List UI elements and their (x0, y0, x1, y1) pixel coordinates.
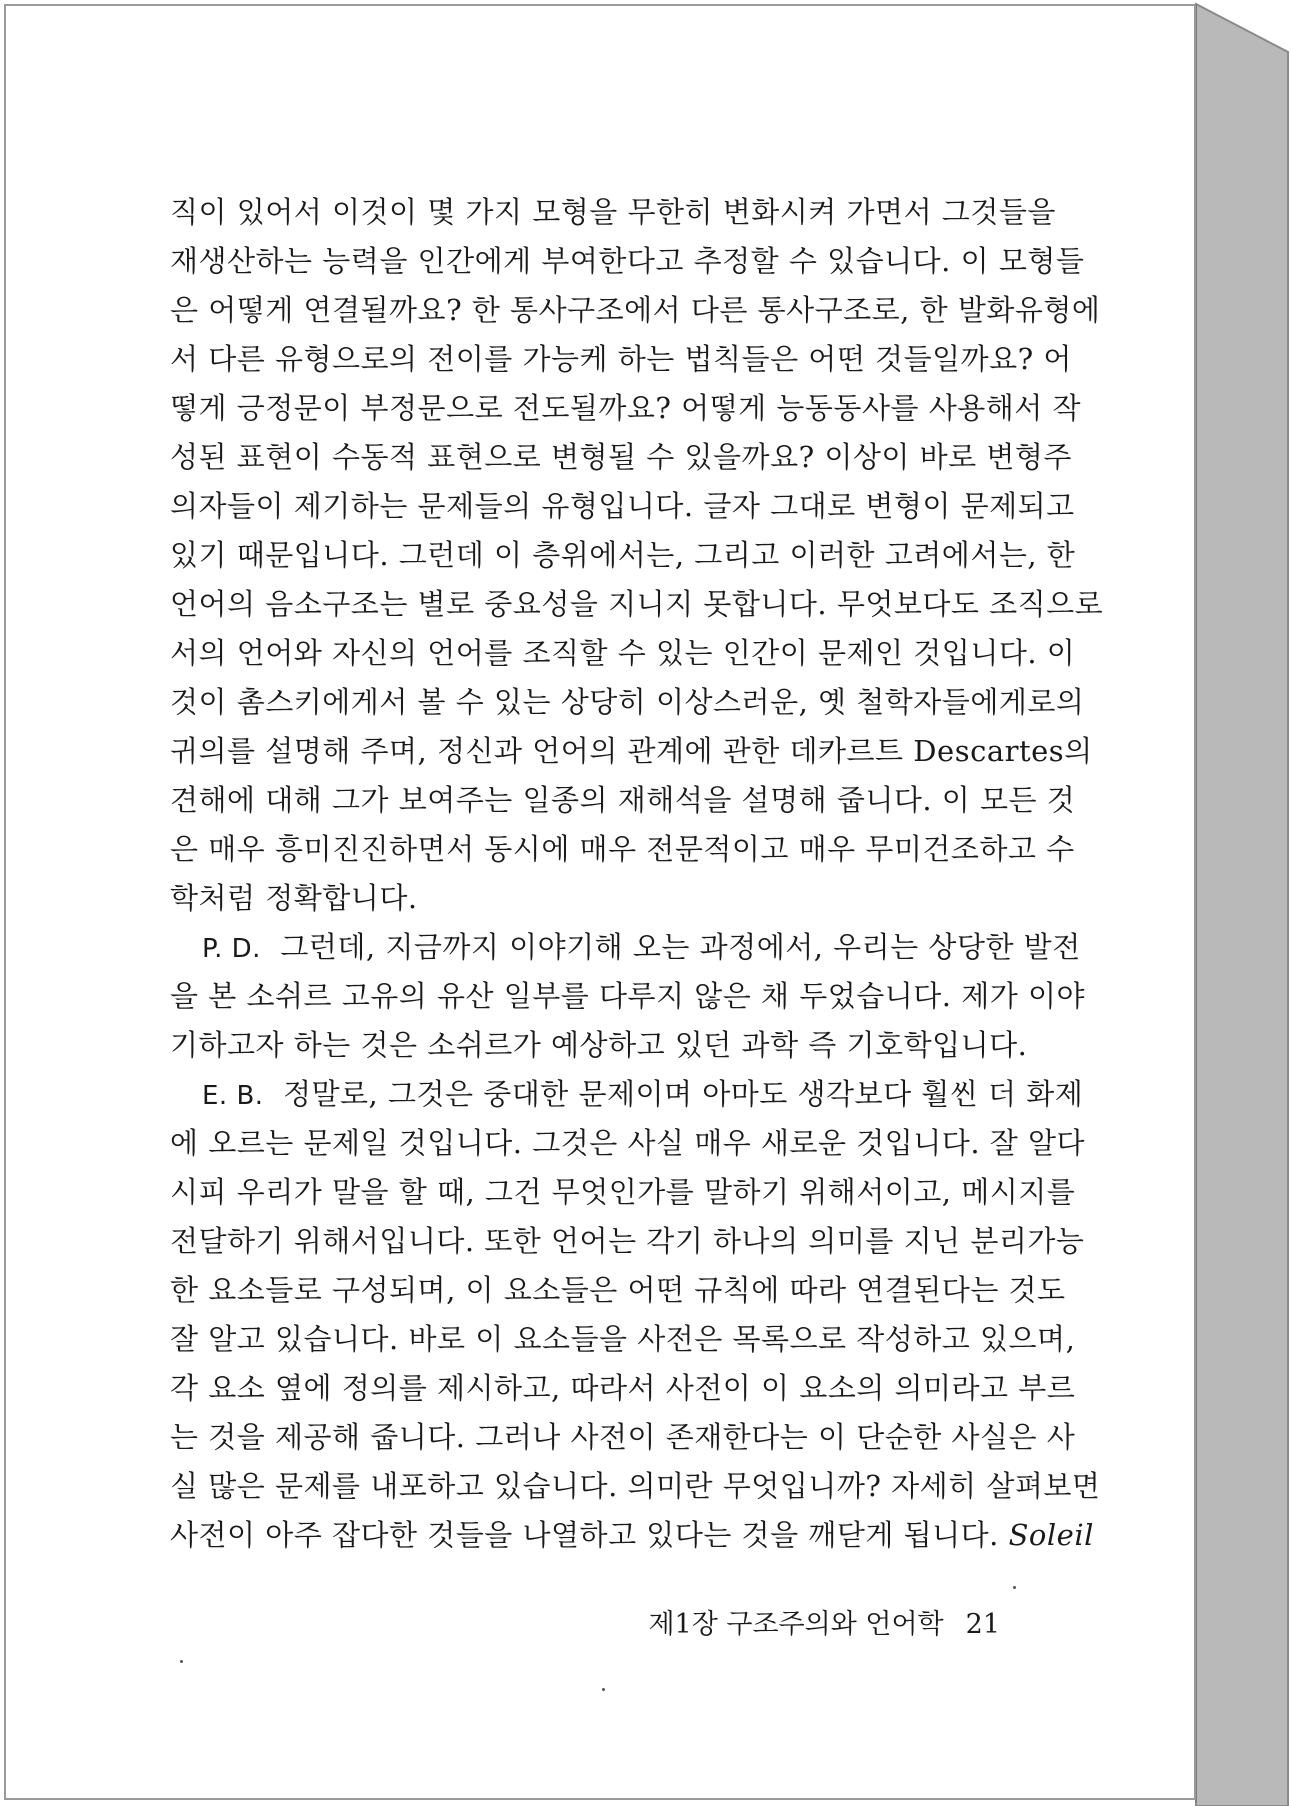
text-line: 언어의 음소구조는 별로 중요성을 지니지 못합니다. 무엇보다도 조직으로 (170, 587, 1104, 621)
text-line: 을 본 소쉬르 고유의 유산 일부를 다루지 않은 채 두었습니다. 제가 이야 (170, 979, 1086, 1013)
text-line: 견해에 대해 그가 보여주는 일종의 재해석을 설명해 줍니다. 이 모든 것 (170, 783, 1076, 817)
text-line: 것이 촘스키에게서 볼 수 있는 상당히 이상스러운, 옛 철학자들에게로의 (170, 685, 1085, 719)
text-line: 귀의를 설명해 주며, 정신과 언어의 관계에 관한 데카르트 Descartes의 (170, 734, 1093, 768)
chapter-title: 제1장 구조주의와 언어학 (648, 1609, 944, 1640)
text-line: 는 것을 제공해 줍니다. 그러나 사전이 존재한다는 이 단순한 사실은 사 (170, 1420, 1076, 1454)
text-line: 한 요소들로 구성되며, 이 요소들은 어떤 규칙에 따라 연결된다는 것도 (170, 1273, 1066, 1307)
text-line: 직이 있어서 이것이 몇 가지 모형을 무한히 변화시켜 가면서 그것들을 (170, 195, 1056, 229)
text-line: 은 어떻게 연결될까요? 한 통사구조에서 다른 통사구조로, 한 발화유형에 (170, 293, 1101, 327)
scan-speck (1013, 1586, 1016, 1589)
text-line: 성된 표현이 수동적 표현으로 변형될 수 있을까요? 이상이 바로 변형주 (170, 440, 1072, 474)
text-line: 있기 때문입니다. 그런데 이 층위에서는, 그리고 이러한 고려에서는, 한 (170, 538, 1076, 572)
text-line-final (170, 1511, 1094, 1560)
dialogue-text: 정말로, 그것은 중대한 문제이며 아마도 생각보다 훨씬 더 화제 (283, 1077, 1084, 1111)
text-line: 전달하기 위해서입니다. 또한 언어는 각기 하나의 의미를 지닌 분리가능 (170, 1224, 1085, 1258)
speaker-label-eb: E. B. (202, 1081, 264, 1111)
dialogue-line-eb (170, 1070, 1084, 1119)
body-text (170, 188, 1104, 1560)
page-footer (640, 1602, 1000, 1641)
text-line: 서 다른 유형으로의 전이를 가능케 하는 법칙들은 어떤 것들일까요? 어 (170, 342, 1072, 376)
scan-speck (180, 1660, 183, 1663)
text-line: 학처럼 정확합니다. (170, 881, 418, 915)
text-line: 서의 언어와 자신의 언어를 조직할 수 있는 인간이 문제인 것입니다. 이 (170, 636, 1076, 670)
text-line: 에 오르는 문제일 것입니다. 그것은 사실 매우 새로운 것입니다. 잘 알다 (170, 1126, 1086, 1160)
text-line: 실 많은 문제를 내포하고 있습니다. 의미란 무엇입니까? 자세히 살펴보면 (170, 1469, 1101, 1503)
page-number: 21 (965, 1609, 1000, 1640)
text-line: 재생산하는 능력을 인간에게 부여한다고 추정할 수 있습니다. 이 모형들 (170, 244, 1085, 278)
text-line: 은 매우 흥미진진하면서 동시에 매우 전문적이고 매우 무미건조하고 수 (170, 832, 1075, 866)
text-line: 의자들이 제기하는 문제들의 유형입니다. 글자 그대로 변형이 문제되고 (170, 489, 1075, 523)
text-line: 각 요소 옆에 정의를 제시하고, 따라서 사전이 이 요소의 의미라고 부르 (170, 1371, 1076, 1405)
text-line: 기하고자 하는 것은 소쉬르가 예상하고 있던 과학 즉 기호학입니다. (170, 1028, 1028, 1062)
italic-word: Soleil (1008, 1518, 1094, 1552)
dialogue-line-pd (170, 923, 1081, 972)
text-line: 시피 우리가 말을 할 때, 그건 무엇인가를 말하기 위해서이고, 메시지를 (170, 1175, 1076, 1209)
dialogue-text: 사전이 아주 잡다한 것들을 나열하고 있다는 것을 깨닫게 됩니다. (170, 1518, 999, 1552)
dialogue-text: 그런데, 지금까지 이야기해 오는 과정에서, 우리는 상당한 발전 (280, 930, 1081, 964)
text-line: 잘 알고 있습니다. 바로 이 요소들을 사전은 목록으로 작성하고 있으며, (170, 1322, 1076, 1356)
scan-speck (602, 1688, 605, 1691)
speaker-label-pd: P. D. (202, 934, 261, 964)
text-line: 떻게 긍정문이 부정문으로 전도될까요? 어떻게 능동동사를 사용해서 작 (170, 391, 1081, 425)
